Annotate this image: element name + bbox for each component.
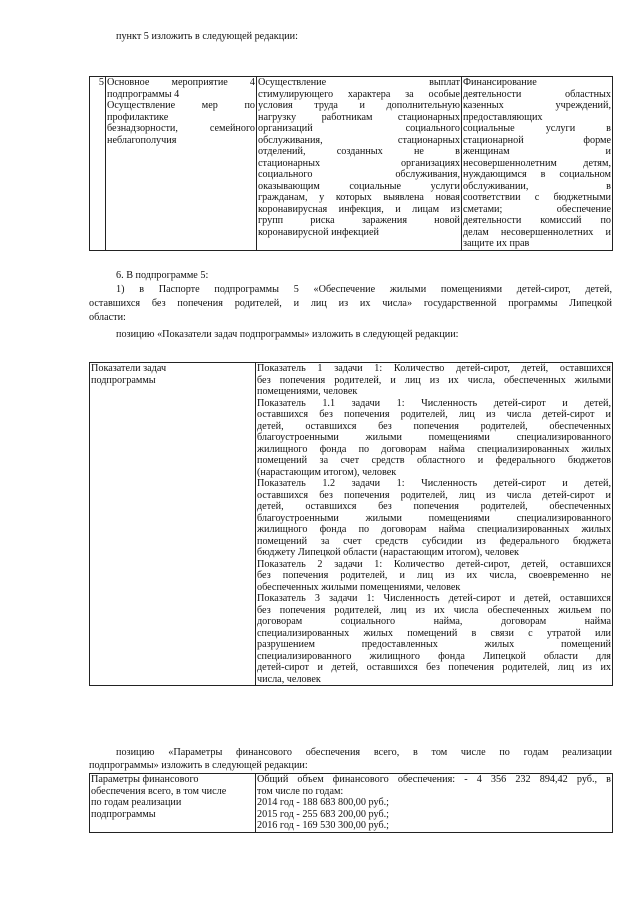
indicators-table (89, 362, 613, 686)
position-financing-line1: позицию «Параметры финансового обеспечения всего, в том числе по годам реализации (116, 747, 612, 758)
table-row (90, 77, 613, 251)
position-financing-line2: подпрограммы» изложить в следующей редакции: (89, 760, 308, 771)
section-6-heading: 6. В подпрограмме 5: (116, 270, 209, 281)
para1-line2: оставшихся без попечения родителей, и лиц из их числа» государственной программы Липецкой (89, 298, 612, 309)
financing-table (89, 773, 613, 833)
financing-cell: Финансирование деятельности областных казенных учреждений, предоставляющих социальные услуги в стационарной форме женщинам и несовершеннолетним детям, нуждающимся в социальном обслуживании, в соответствии с бюджетными сметами; обеспечение деятельности комиссий по делам несовершеннолетних и защите их прав (463, 77, 611, 249)
table-row (90, 774, 613, 833)
indicators-content-cell: Показатель 1 задачи 1: Количество детей-сирот, детей, оставшихся без попечения родителей, и лиц из их числа, обеспеченных жилыми помещениями, человек Показатель 1.1 задачи 1: Численность детей-сирот и детей, оставшихся без попечения родителей, лиц из числа детей-сирот и детей, оставшихся без попечения родителей, обеспеченных благоустроенными жилыми помещениями специализированного жилищного фонда по договорам найма специализированных жилых помещений за счет средств областного и федерального бюджетов (нарастающим итогом), человек Показатель 1.2 задачи 1: Численность детей-сирот и детей, оставшихся без попечения родителей, лиц из числа детей-сирот и детей, оставшихся без попечения родителей, обеспеченных благоустроенными жилыми помещениями специализированного жилищного фонда по договорам найма специализированных жилых помещений за счет средств субсидии из федерального бюджета бюджету Липецкой области (нарастающим итогом), человек Показатель 2 задачи 1: Количество детей-сирот, детей, оставшихся без попечения родителей, и лиц из их числа, своевременно не обеспеченных жилыми помещениями, человек Показатель 3 задачи 1: Численность детей-сирот и детей, оставшихся без попечения родителей, лиц из их числа обеспеченных жильем по договорам социального найма, договорам найма специализированных жилых помещений в связи с утратой или разрушением предоставленных жилых помещений специализированного жилищного фонда Липецкой области для детей-сирот и детей, оставшихся без попечения родителей, лиц из их числа, человек (257, 363, 611, 685)
indicators-label-cell: Показатели задач подпрограммы (90, 363, 256, 686)
intro-line: пункт 5 изложить в следующей редакции: (116, 31, 298, 42)
table-item-5 (89, 76, 613, 251)
para1-line1: 1) в Паспорте подпрограммы 5 «Обеспечение жилыми помещениями детей-сирот, детей, (116, 284, 612, 295)
activity-description-cell: Осуществление выплат стимулирующего характера за особые условия труда и дополнительную нагрузку работникам стационарных организаций социального обслуживания, стационарных отделений, созданных не в стационарных организациях социального обслуживания, оказывающим социальные услуги гражданам, у которых выявлена новая коронавирусная инфекция, и лицам из групп риска заражения новой коронавирусной инфекцией (257, 77, 462, 251)
row-number: 5 (90, 77, 106, 251)
activity-name-cell: Основное мероприятие 4 подпрограммы 4 Осуществление мер по профилактике безнадзорности, семейного неблагополучия (106, 77, 257, 251)
para1-line3: области: (89, 312, 126, 323)
financing-label-cell: Параметры финансового обеспечения всего, в том числе по годам реализации подпрограммы (90, 774, 256, 833)
table-row (90, 363, 613, 686)
financing-content-cell: Общий объем финансового обеспечения: - 4 356 232 894,42 руб., в том числе по годам: 2014 год - 188 683 800,00 руб.; 2015 год - 255 683 200,00 руб.; 2016 год - 169 530 300,00 руб.; (257, 774, 611, 831)
position-indicators-line: позицию «Показатели задач подпрограммы» изложить в следующей редакции: (116, 329, 459, 340)
